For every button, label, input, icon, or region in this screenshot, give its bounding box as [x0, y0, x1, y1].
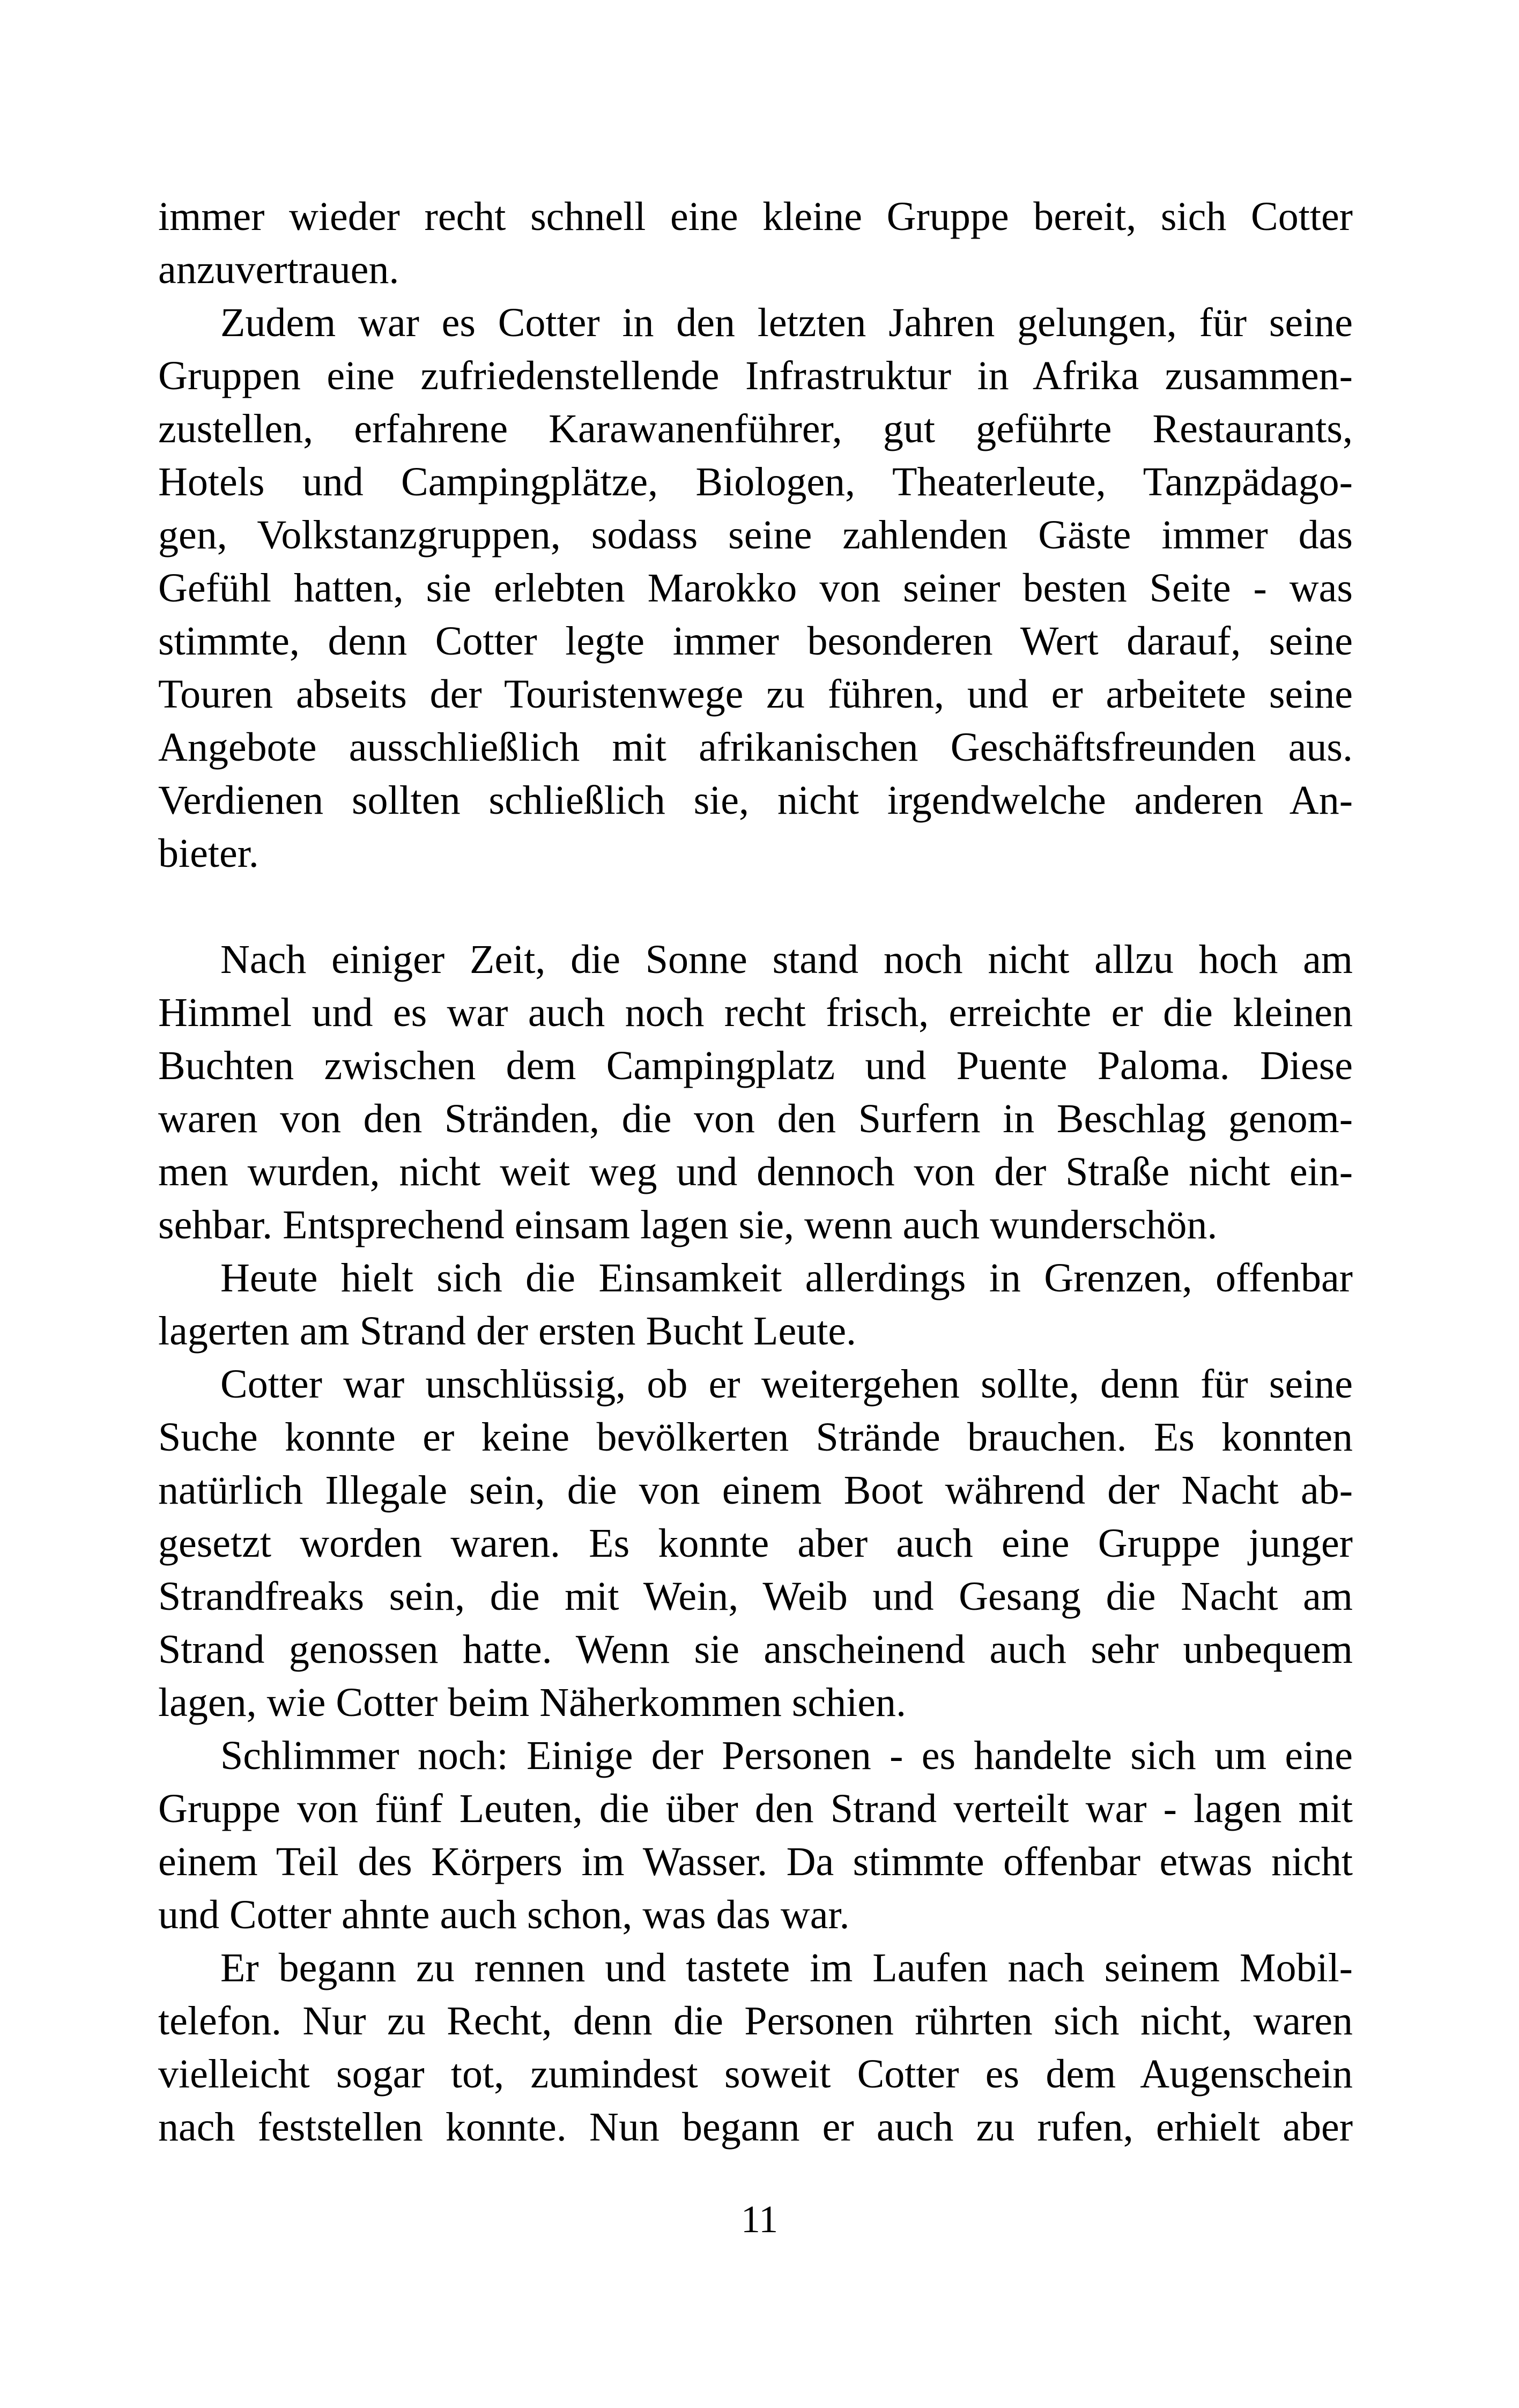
paragraph-4 [158, 1252, 1353, 1358]
text-line: natürlich Illegale sein, die von einem Boot während der Nacht ab- [158, 1468, 1353, 1513]
paragraph-2 [158, 296, 1353, 880]
text-line: und Cotter ahnte auch schon, was das war. [158, 1892, 850, 1937]
text-line: nach feststellen konnte. Nun begann er auch zu rufen, erhielt aber [158, 2105, 1353, 2150]
page-body [158, 190, 1353, 2154]
text-line: immer wieder recht schnell eine kleine Gruppe bereit, sich Cotter [158, 194, 1353, 239]
page-number: 11 [740, 2198, 779, 2241]
paragraph-3 [158, 933, 1353, 1252]
text-line: sehbar. Entsprechend einsam lagen sie, wenn auch wunderschön. [158, 1202, 1218, 1247]
text-line: Strandfreaks sein, die mit Wein, Weib und Gesang die Nacht am [158, 1574, 1353, 1619]
text-line: vielleicht sogar tot, zumindest soweit Cotter es dem Augenschein [158, 2052, 1353, 2097]
paragraph-5 [158, 1358, 1353, 1729]
text-line: zustellen, erfahrene Karawanenführer, gut geführte Restaurants, [158, 406, 1353, 451]
text-line: Cotter war unschlüssig, ob er weitergehen sollte, denn für seine [220, 1362, 1353, 1407]
text-line: Buchten zwischen dem Campingplatz und Puente Paloma. Diese [158, 1043, 1353, 1088]
text-line: lagerten am Strand der ersten Bucht Leute. [158, 1309, 857, 1354]
text-line: Er begann zu rennen und tastete im Laufen nach seinem Mobil- [220, 1945, 1353, 1990]
text-line: men wurden, nicht weit weg und dennoch von der Straße nicht ein- [158, 1149, 1353, 1194]
text-line: waren von den Stränden, die von den Surfern in Beschlag genom- [158, 1096, 1353, 1141]
text-line: Suche konnte er keine bevölkerten Strände brauchen. Es konnten [158, 1415, 1353, 1460]
text-line: stimmte, denn Cotter legte immer besonderen Wert darauf, seine [158, 619, 1353, 664]
text-line: anzuvertrauen. [158, 247, 399, 292]
text-line: Gefühl hatten, sie erlebten Marokko von seiner besten Seite - was [158, 566, 1353, 611]
text-line: Gruppe von fünf Leuten, die über den Strand verteilt war - lagen mit [158, 1786, 1353, 1831]
text-line: Angebote ausschließlich mit afrikanischen Geschäftsfreunden aus. [158, 725, 1353, 770]
text-line: Nach einiger Zeit, die Sonne stand noch nicht allzu hoch am [220, 937, 1353, 982]
text-line: bieter. [158, 831, 259, 876]
text-line: Himmel und es war auch noch recht frisch, erreichte er die kleinen [158, 990, 1353, 1035]
text-line: Strand genossen hatte. Wenn sie anscheinend auch sehr unbequem [158, 1627, 1353, 1672]
text-line: gen, Volkstanzgruppen, sodass seine zahlenden Gäste immer das [158, 512, 1353, 558]
text-line: Gruppen eine zufriedenstellende Infrastruktur in Afrika zusammen- [158, 353, 1353, 398]
paragraph-1 [158, 190, 1353, 296]
text-line: telefon. Nur zu Recht, denn die Personen rührten sich nicht, waren [158, 1998, 1353, 2043]
text-line: einem Teil des Körpers im Wasser. Da stimmte offenbar etwas nicht [158, 1839, 1353, 1884]
text-line: Verdienen sollten schließlich sie, nicht irgendwelche anderen An- [158, 778, 1353, 823]
text-line: lagen, wie Cotter beim Näherkommen schien. [158, 1680, 907, 1725]
text-line: Touren abseits der Touristenwege zu führen, und er arbeitete seine [158, 672, 1353, 717]
paragraph-6 [158, 1729, 1353, 1942]
text-line: Hotels und Campingplätze, Biologen, Theaterleute, Tanzpädago- [158, 459, 1353, 504]
paragraph-7 [158, 1942, 1353, 2154]
text-line: Schlimmer noch: Einige der Personen - es handelte sich um eine [220, 1733, 1353, 1778]
text-line: Zudem war es Cotter in den letzten Jahren gelungen, für seine [220, 300, 1353, 345]
text-line: Heute hielt sich die Einsamkeit allerdings in Grenzen, offenbar [220, 1255, 1353, 1300]
text-line: gesetzt worden waren. Es konnte aber auch eine Gruppe junger [158, 1521, 1353, 1566]
